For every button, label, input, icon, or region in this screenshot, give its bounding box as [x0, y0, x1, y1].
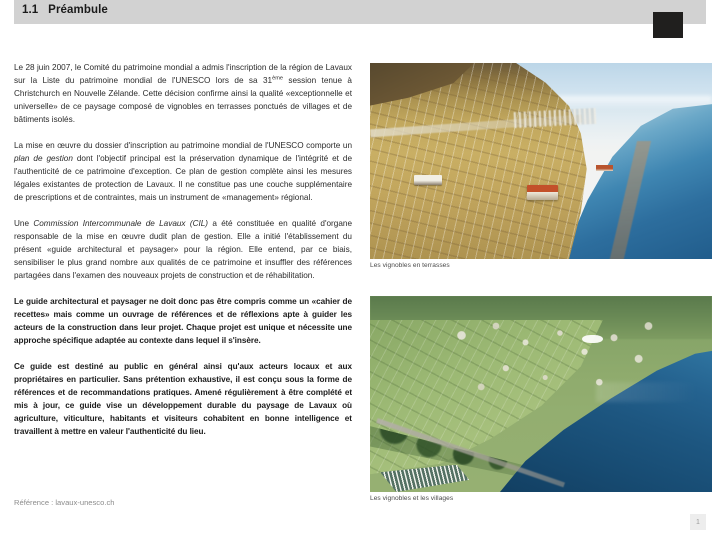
paragraph-commission-cil	[14, 217, 352, 282]
paragraph-guide-audience: Ce guide est destiné au public en général ainsi qu'aux acteurs locaux et aux propriétaires en particulier. Sans prétention exhaustive, il est conçu sous la forme de références et de recommandations pratiques. Amené régulièrement à être complété et mis à jour, ce guide vise un développement durable du paysage de Lavaux où agriculture, viticulture, habitants et visiteurs cohabitent en bonne intelligence et travaillent à mettre en valeur l'authenticité du lieu.	[14, 361, 352, 437]
paragraph-text-part: dont l'objectif principal est la préservation dynamique de l'intégrité et de l'authenticité de ce patrimoine d'exception. Ce plan de gestion complète ainsi les mesures légales existantes de protection de Lavaux. Il ne constitue pas une couche supplémentaire de prescriptions et de contraintes, mais un instrument de «management» régional.	[14, 154, 352, 203]
paragraph-unesco-inscription	[14, 61, 352, 126]
figure-terraces	[370, 63, 712, 269]
lake-surface-highlight	[596, 382, 699, 402]
section-marker-square	[653, 12, 683, 38]
white-roof-building	[582, 335, 603, 343]
italic-commission-cil: Commission Intercommunale de Lavaux (CIL)	[33, 218, 209, 228]
page-title: 1.1 Préambule	[22, 4, 108, 16]
farmhouse-red-roof	[527, 185, 558, 201]
italic-plan-de-gestion: plan de gestion	[14, 154, 73, 164]
paragraph-text-part: session tenue à Christchurch en Nouvelle Zélande. Cette décision confirme ainsi la qualité «exceptionnelle et universelle» de ce paysage composé de vignobles en terrasses ponctués de villages et de bâtiments isolés.	[14, 76, 352, 125]
page-number: 1	[690, 514, 706, 530]
aerial-photo-terraced-vineyards	[370, 63, 712, 259]
paragraph-text-part: Une	[14, 218, 34, 228]
paragraph-text-part: La mise en œuvre du dossier d'inscription au patrimoine mondial de l'UNESCO comporte un	[14, 140, 352, 150]
text-column	[14, 61, 352, 451]
hilltop-village	[513, 108, 596, 128]
paragraph-guide-nature: Le guide architectural et paysager ne doit donc pas être compris comme un «cahier de recettes» mais comme un ouvrage de références et de réflexions apte à guider les acteurs de la construction dans leur projet. Chaque projet est unique et nécessite une approche spécifique adaptée au contexte dans lequel il s'insère.	[14, 296, 352, 346]
figure-caption-villages: Les vignobles et les villages	[370, 495, 454, 502]
paragraph-plan-de-gestion	[14, 139, 352, 204]
figure-villages	[370, 296, 712, 502]
reference-line: Référence : lavaux-unesco.ch	[14, 498, 115, 507]
farmhouse-white	[414, 175, 441, 185]
paragraph-text-part: Le 28 juin 2007, le Comité du patrimoine mondial a admis l'inscription de la région de Lavaux sur la Liste du patrimoine mondial de l'UNESCO lors de sa 31	[14, 63, 352, 86]
section-header-bar	[14, 0, 706, 24]
figure-caption-terraces: Les vignobles en terrasses	[370, 262, 450, 269]
ordinal-suffix: ème	[272, 75, 283, 82]
aerial-photo-villages-lake	[370, 296, 712, 492]
farmhouse-small	[596, 165, 613, 171]
paragraph-text-part: a été constituée en qualité d'organe responsable de la mise en œuvre dudit plan de gestion. Elle a initié l'établissement du présent «guide architectural et paysager» pour la région. Elle entend, par ce biais, sensibiliser le plus grand nombre aux qualités de ce patrimoine et insuffler des références partagées dans l'examen des nouveaux projets de construction et de réhabilitation.	[14, 218, 352, 281]
